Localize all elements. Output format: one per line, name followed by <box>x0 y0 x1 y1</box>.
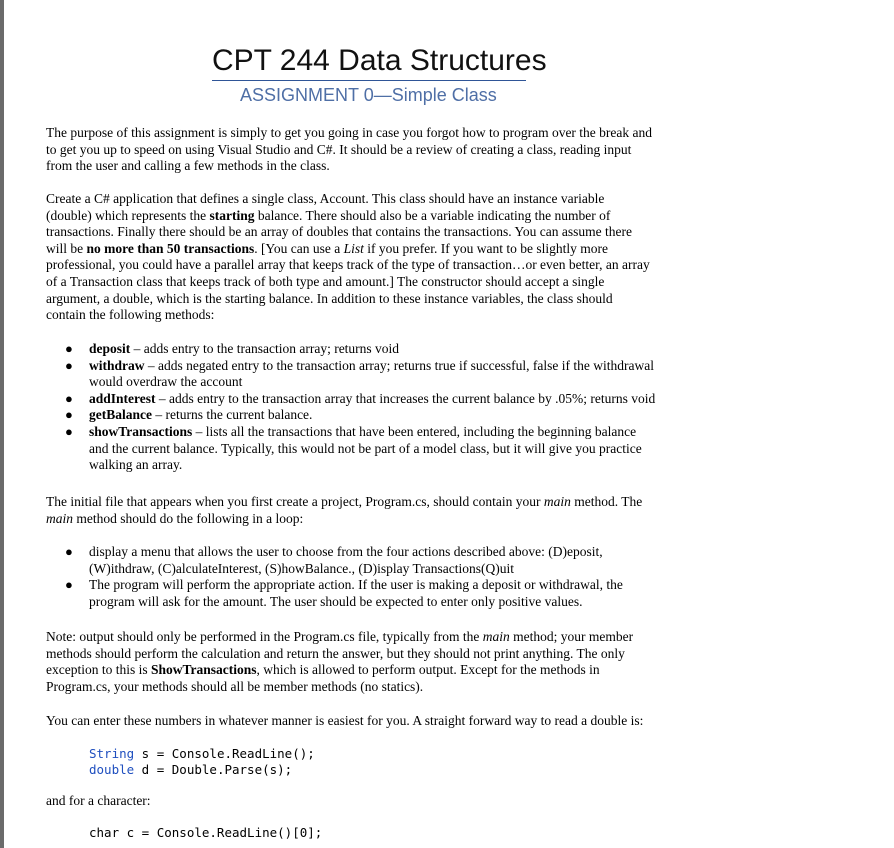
spec-text: (double) which represents the <box>46 207 210 223</box>
method-desc: and the current balance. Typically, this would not be part of a model class, but it will give you practice <box>89 440 642 456</box>
list-item <box>63 341 703 358</box>
list-item <box>63 424 703 474</box>
code-text: s = Console.ReadLine(); <box>134 746 315 761</box>
spec-line-7: argument, a double, which is the starting balance. In addition to these instance variables, the class should <box>46 290 613 306</box>
step-text: display a menu that allows the user to choose from the four actions described above: (D)eposit, <box>89 544 603 559</box>
note-text: method; your member <box>509 629 634 644</box>
step-text: program will ask for the amount. The user should be expected to enter only positive values. <box>89 593 583 609</box>
spec-text: if you prefer. If you want to be slightly more <box>363 240 608 256</box>
note-text: exception to this is <box>46 662 151 678</box>
intro-line-2: to get you up to speed on using Visual Studio and C#. It should be a review of creating a class, reading input <box>46 141 632 157</box>
methods-list <box>63 341 703 474</box>
spec-paragraph <box>46 191 696 324</box>
method-desc: – returns the current balance. <box>152 407 313 423</box>
method-desc: walking an array. <box>89 457 183 473</box>
list-item <box>63 577 703 610</box>
method-name: deposit <box>89 341 131 356</box>
note-line-2: methods should perform the calculation and return the answer, but they should not print anything. The only <box>46 645 625 661</box>
method-desc: would overdraw the account <box>89 374 243 390</box>
code-text: d = Double.Parse(s); <box>134 762 293 777</box>
spec-line-3: transactions. Finally there should be an array of doubles that contains the transactions. You can assume there <box>46 224 632 240</box>
bullet-icon: ● <box>65 423 73 439</box>
spec-italic-list: List <box>343 240 364 256</box>
bullet-icon: ● <box>65 357 73 373</box>
char-tip <box>46 793 696 810</box>
spec-text: balance. There should also be a variable indicating the number of <box>254 207 611 223</box>
page-title: CPT 244 Data Structures <box>212 44 526 81</box>
note-paragraph <box>46 629 696 695</box>
bullet-icon: ● <box>65 577 73 593</box>
main-italic: main <box>543 494 571 509</box>
list-item <box>63 407 703 424</box>
spec-line-1: Create a C# application that defines a single class, Account. This class should have an instance variable <box>46 191 605 206</box>
list-item <box>63 544 703 577</box>
spec-line-6: of a Transaction class that keeps track of both type and amount.] The constructor should accept a single <box>46 273 605 289</box>
list-item <box>63 358 703 391</box>
char-tip-text: and for a character: <box>46 793 151 808</box>
main-line-2 <box>46 511 696 528</box>
note-bold: ShowTransactions <box>151 662 257 678</box>
step-text: The program will perform the appropriate action. If the user is making a deposit or withdrawal, the <box>89 577 623 593</box>
method-name: addInterest <box>89 390 156 406</box>
method-desc: – adds entry to the transaction array; returns void <box>130 341 400 356</box>
main-line-1 <box>46 494 696 511</box>
page-subtitle: ASSIGNMENT 0—Simple Class <box>240 85 497 105</box>
intro-line-1: The purpose of this assignment is simply to get you going in case you forgot how to program over the break and <box>46 125 653 140</box>
note-line-4: Program.cs, your methods should all be member methods (no statics). <box>46 678 424 694</box>
code-keyword: String <box>89 746 135 761</box>
method-desc: – adds entry to the transaction array that increases the current balance by .05%; returns void <box>155 390 656 406</box>
note-italic: main <box>482 629 510 644</box>
spec-line-2 <box>46 208 696 225</box>
bullet-icon: ● <box>65 407 73 423</box>
spec-bold-starting: starting <box>209 207 255 223</box>
method-desc: – lists all the transactions that have been entered, including the beginning balance <box>192 423 637 439</box>
method-name: withdraw <box>89 357 145 373</box>
method-name: showTransactions <box>89 423 193 439</box>
step-text: (W)ithdraw, (C)alculateInterest, (S)howBalance., (D)isplay Transactions(Q)uit <box>89 560 514 576</box>
main-text: The initial file that appears when you first create a project, Program.cs, should contain your <box>46 494 544 509</box>
code-keyword: double <box>89 762 135 777</box>
note-text: Note: output should only be performed in the Program.cs file, typically from the <box>46 629 483 644</box>
input-tip <box>46 713 696 730</box>
bullet-icon: ● <box>65 341 73 356</box>
intro-paragraph <box>46 125 696 175</box>
note-text: , which is allowed to perform output. Except for the methods in <box>256 662 600 678</box>
bullet-icon: ● <box>65 390 73 406</box>
code-block-double <box>89 746 315 778</box>
bullet-icon: ● <box>65 544 73 559</box>
spec-line-4 <box>46 241 696 258</box>
note-line-1 <box>46 629 696 646</box>
spec-line-5: professional, you could have a parallel array that keeps track of the type of transaction…or even better, an array <box>46 257 650 273</box>
loop-steps-list <box>63 544 703 610</box>
method-desc: – adds negated entry to the transaction array; returns true if successful, false if the withdrawal <box>144 357 654 373</box>
main-method-paragraph <box>46 494 696 527</box>
list-item <box>63 391 703 408</box>
spec-text: . [You can use a <box>254 240 344 256</box>
input-tip-text: You can enter these numbers in whatever manner is easiest for you. A straight forward way to read a double is: <box>46 713 644 728</box>
spec-bold-limit: no more than 50 transactions <box>86 240 255 256</box>
main-italic: main <box>46 510 73 526</box>
method-name: getBalance <box>89 407 152 423</box>
main-text: method. The <box>570 494 643 509</box>
intro-line-3: from the user and calling a few methods in the class. <box>46 158 330 174</box>
spec-text: will be <box>46 240 87 256</box>
main-text: method should do the following in a loop: <box>73 510 304 526</box>
code-block-char: char c = Console.ReadLine()[0]; <box>89 825 323 840</box>
spec-line-8: contain the following methods: <box>46 307 215 323</box>
note-line-3 <box>46 662 696 679</box>
